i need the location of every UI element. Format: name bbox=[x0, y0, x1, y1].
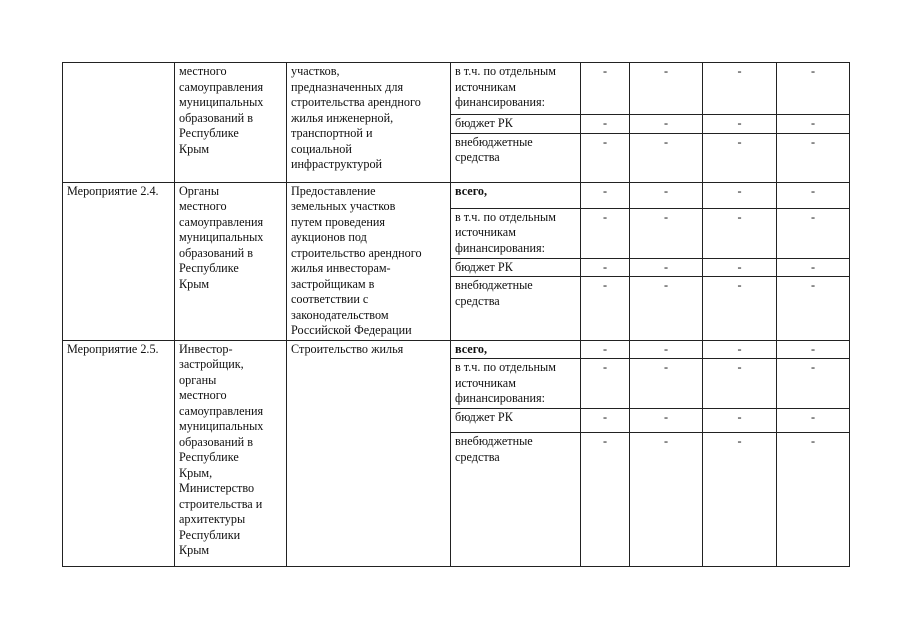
value-cell: - bbox=[581, 63, 630, 115]
value-cell: - bbox=[581, 433, 630, 567]
value-cell: - bbox=[630, 63, 703, 115]
value-cell: - bbox=[777, 340, 850, 359]
value-cell: - bbox=[581, 182, 630, 208]
fin-source-total: всего, bbox=[451, 182, 581, 208]
value-cell: - bbox=[703, 63, 777, 115]
fin-source-including: в т.ч. по отдельным источникам финансирования: bbox=[451, 208, 581, 258]
value-cell: - bbox=[581, 277, 630, 340]
value-cell: - bbox=[777, 133, 850, 182]
value-cell: - bbox=[630, 433, 703, 567]
value-cell: - bbox=[703, 359, 777, 409]
value-cell: - bbox=[630, 258, 703, 277]
value-cell: - bbox=[703, 409, 777, 433]
value-cell: - bbox=[777, 208, 850, 258]
description-cell: Строительство жилья bbox=[287, 340, 451, 567]
value-cell: - bbox=[777, 63, 850, 115]
value-cell: - bbox=[777, 182, 850, 208]
fin-source-budget: бюджет РК bbox=[451, 409, 581, 433]
value-cell: - bbox=[703, 340, 777, 359]
fin-source-total: всего, bbox=[451, 340, 581, 359]
value-cell: - bbox=[630, 182, 703, 208]
value-cell: - bbox=[777, 277, 850, 340]
value-cell: - bbox=[777, 409, 850, 433]
value-cell: - bbox=[581, 115, 630, 134]
value-cell: - bbox=[777, 115, 850, 134]
value-cell: - bbox=[703, 258, 777, 277]
fin-source-extrabudget: внебюджетные средства bbox=[451, 133, 581, 182]
value-cell: - bbox=[581, 258, 630, 277]
value-cell: - bbox=[581, 340, 630, 359]
executor-cell: Органы местного самоуправления муниципальных образований в Республике Крым bbox=[175, 182, 287, 340]
value-cell: - bbox=[703, 433, 777, 567]
fin-source-including: в т.ч. по отдельным источникам финансирования: bbox=[451, 359, 581, 409]
value-cell: - bbox=[630, 359, 703, 409]
value-cell: - bbox=[581, 359, 630, 409]
activity-name-cell bbox=[63, 63, 175, 183]
fin-source-budget: бюджет РК bbox=[451, 258, 581, 277]
activity-name-cell: Мероприятие 2.5. bbox=[63, 340, 175, 567]
value-cell: - bbox=[777, 258, 850, 277]
executor-cell: местного самоуправления муниципальных образований в Республике Крым bbox=[175, 63, 287, 183]
fin-source-including: в т.ч. по отдельным источникам финансирования: bbox=[451, 63, 581, 115]
value-cell: - bbox=[703, 133, 777, 182]
description-cell: участков, предназначенных для строительства арендного жилья инженерной, транспортной и социальной инфраструктурой bbox=[287, 63, 451, 183]
value-cell: - bbox=[630, 277, 703, 340]
value-cell: - bbox=[581, 133, 630, 182]
value-cell: - bbox=[581, 208, 630, 258]
value-cell: - bbox=[703, 115, 777, 134]
value-cell: - bbox=[630, 133, 703, 182]
value-cell: - bbox=[777, 359, 850, 409]
value-cell: - bbox=[630, 340, 703, 359]
value-cell: - bbox=[703, 277, 777, 340]
value-cell: - bbox=[703, 208, 777, 258]
program-activities-table bbox=[62, 62, 850, 567]
value-cell: - bbox=[703, 182, 777, 208]
value-cell: - bbox=[777, 433, 850, 567]
fin-source-extrabudget: внебюджетные средства bbox=[451, 277, 581, 340]
value-cell: - bbox=[630, 409, 703, 433]
executor-cell: Инвестор- застройщик, органы местного самоуправления муниципальных образований в Республике Крым, Министерство строительства и архитектуры Республики Крым bbox=[175, 340, 287, 567]
fin-source-extrabudget: внебюджетные средства bbox=[451, 433, 581, 567]
value-cell: - bbox=[581, 409, 630, 433]
activity-name-cell: Мероприятие 2.4. bbox=[63, 182, 175, 340]
fin-source-budget: бюджет РК bbox=[451, 115, 581, 134]
value-cell: - bbox=[630, 208, 703, 258]
value-cell: - bbox=[630, 115, 703, 134]
description-cell: Предоставление земельных участков путем проведения аукционов под строительство арендного жилья инвесторам- застройщикам в соответствии с законодательством Российской Федерации bbox=[287, 182, 451, 340]
